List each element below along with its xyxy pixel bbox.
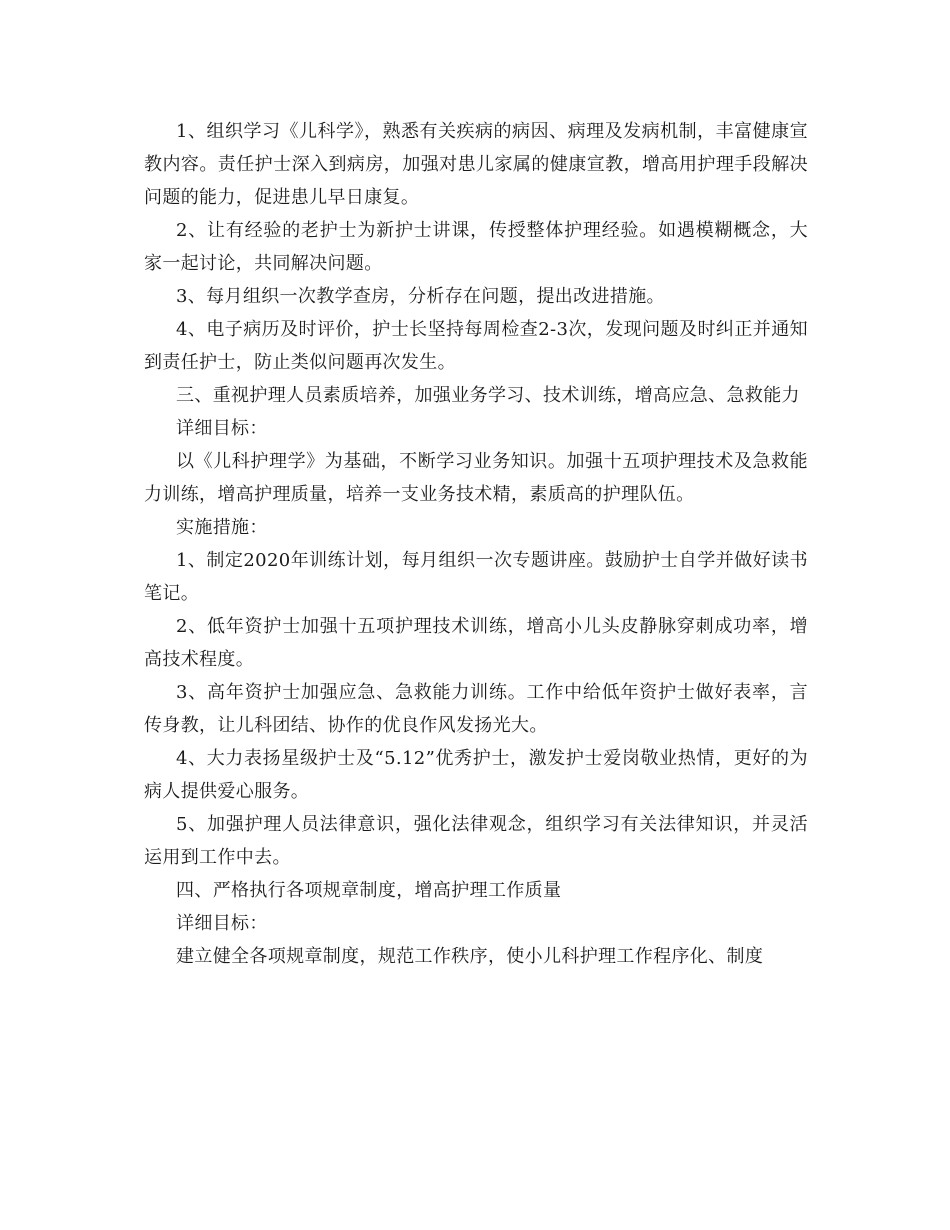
measure-2: 2、低年资护士加强十五项护理技术训练，增高小儿头皮静脉穿刺成功率，增高技术程度。	[144, 616, 808, 670]
measure-1: 1、制定2020年训练计划，每月组织一次专题讲座。鼓励护士自学并做好读书笔记。	[144, 550, 808, 604]
measures-label: 实施措施：	[176, 517, 268, 538]
paragraph-1: 1、组织学习《儿科学》，熟悉有关疾病的病因、病理及发病机制，丰富健康宣教内容。责任护士深入到病房，加强对患儿家属的健康宣教，增高用护理手段解决问题的能力，促进患儿早日康复。	[144, 121, 808, 208]
goal-text: 以《儿科护理学》为基础，不断学习业务知识。加强十五项护理技术及急救能力训练，增高护理质量，培养一支业务技术精，素质高的护理队伍。	[144, 451, 808, 505]
goal-label: 详细目标：	[176, 418, 268, 439]
section-heading-4: 四、严格执行各项规章制度，增高护理工作质量	[176, 880, 562, 901]
measure-4: 4、大力表扬星级护士及“5.12”优秀护士，激发护士爱岗敬业热情，更好的为病人提供爱心服务。	[144, 748, 808, 802]
goal-text-2: 建立健全各项规章制度，规范工作秩序，使小儿科护理工作程序化、制度	[176, 946, 764, 967]
paragraph-4: 4、电子病历及时评价，护士长坚持每周检查2-3次，发现问题及时纠正并通知到责任护士，防止类似问题再次发生。	[144, 319, 808, 373]
measure-5: 5、加强护理人员法律意识，强化法律观念，组织学习有关法律知识，并灵活运用到工作中去。	[144, 814, 808, 868]
section-heading-3: 三、重视护理人员素质培养，加强业务学习、技术训练，增高应急、急救能力	[176, 385, 800, 406]
goal-label-2: 详细目标：	[176, 913, 268, 934]
measure-3: 3、高年资护士加强应急、急救能力训练。工作中给低年资护士做好表率，言传身教，让儿科团结、协作的优良作风发扬光大。	[144, 682, 808, 736]
paragraph-3: 3、每月组织一次教学查房，分析存在问题，提出改进措施。	[176, 286, 665, 307]
document-body	[144, 115, 808, 973]
paragraph-2: 2、让有经验的老护士为新护士讲课，传授整体护理经验。如遇模糊概念，大家一起讨论，共同解决问题。	[144, 220, 808, 274]
